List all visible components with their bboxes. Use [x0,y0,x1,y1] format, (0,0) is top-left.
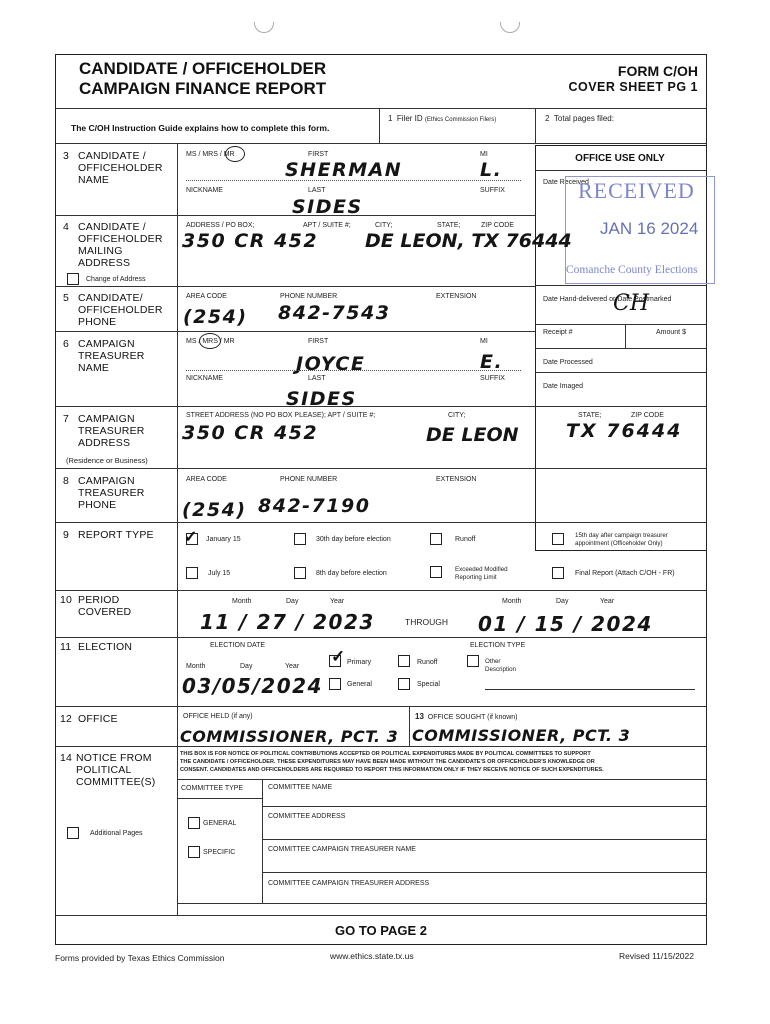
additional-pages-label: Additional Pages [90,830,143,837]
committee-general-checkbox[interactable] [188,817,200,829]
report-30th-day-checkbox[interactable] [294,533,306,545]
sec3-salutation: MS / MRS / MR [186,151,235,158]
sec4-city-value[interactable]: DE LEON, TX 76444 [365,230,572,252]
sec10-from-value[interactable]: 11 / 27 / 2023 [200,610,375,634]
date-processed-label: Date Processed [543,359,593,366]
report-july-15-label: July 15 [208,570,231,577]
primary-check-mark: ✓ [331,647,346,666]
sec4-address-value[interactable]: 350 CR 452 [182,230,319,252]
sec4-num: 4 [63,221,70,233]
sec5-num: 5 [63,292,70,304]
sec10-day2-label: Day [556,598,569,605]
sec6-nickname-label: NICKNAME [186,375,223,382]
sec10-year-label: Year [330,598,345,605]
sec6-num: 6 [63,338,70,350]
report-january-15-label: January 15 [206,536,241,543]
sec13-label: 13 OFFICE SOUGHT (if known) [415,712,518,721]
sec3-suffix-label: SUFFIX [480,187,505,194]
sec6-mrs-circle [199,333,221,349]
sec8-area-label: AREA CODE [186,476,227,483]
sec4-zip-label: ZIP CODE [481,222,514,229]
sec3-mi-value[interactable]: L. [480,159,503,181]
committee-name-label: COMMITTEE NAME [268,784,333,791]
sec4-title: CANDIDATE / OFFICEHOLDER MAILING ADDRESS [78,221,163,269]
receipt-label: Receipt # [543,329,573,336]
footer-revised: Revised 11/15/2022 [619,951,694,961]
sec6-mi-value[interactable]: E. [480,351,504,373]
form-code: FORM C/OH [617,63,698,79]
sec11-num: 11 [60,641,72,653]
sec7-street-value[interactable]: 350 CR 452 [182,422,319,444]
report-15th-day-label: 15th day after campaign treasurer appointment (Officeholder Only) [575,532,668,547]
report-15th-day-checkbox[interactable] [552,533,564,545]
report-runoff-checkbox[interactable] [430,533,442,545]
filer-id-label: 1 Filer ID (Ethics Commission Filers) [388,114,497,123]
sec4-state-label: STATE; [437,222,461,229]
sec6-title: CAMPAIGN TREASURER NAME [78,338,145,374]
sec7-title: CAMPAIGN TREASURER ADDRESS [78,413,145,449]
footer-url[interactable]: www.ethics.state.tx.us [330,951,414,961]
sec10-month-label: Month [232,598,252,605]
report-8th-day-label: 8th day before election [316,570,387,577]
sec8-ext-label: EXTENSION [436,476,477,483]
sec4-apt-label: APT / SUITE #; [303,222,351,229]
sec7-sub: (Residence or Business) [66,456,148,465]
sec12-held-label: OFFICE HELD (if any) [183,713,253,720]
report-final-checkbox[interactable] [552,567,564,579]
date-imaged-label: Date Imaged [543,383,584,390]
date-received-label: Date Received [543,179,589,186]
sec7-num: 7 [63,413,70,425]
amount-label: Amount $ [656,329,686,336]
sec11-date-label: ELECTION DATE [210,642,266,649]
report-8th-day-checkbox[interactable] [294,567,306,579]
sec7-city-value[interactable]: DE LEON [426,424,519,446]
sec8-phone-label: PHONE NUMBER [280,476,338,483]
sec5-title: CANDIDATE/ OFFICEHOLDER PHONE [78,292,163,328]
sec8-area-value[interactable]: (254) [182,499,247,521]
sec14-notice-2: THE CANDIDATE / OFFICEHOLDER. THESE EXPENDITURES MAY HAVE BEEN MADE WITHOUT THE CANDIDATE'S OR OFFICEHOLDER'S KNOWLEDGE OR [180,759,595,765]
additional-pages-checkbox[interactable] [67,827,79,839]
sec5-area-value[interactable]: (254) [183,306,248,328]
sec10-num: 10 [60,594,73,606]
sec3-last-label: LAST [308,187,326,194]
sec7-street-label: STREET ADDRESS (NO PO BOX PLEASE); APT / SUITE #; [186,412,376,419]
change-of-address-checkbox[interactable] [67,273,79,285]
sec14-title: NOTICE FROM POLITICAL COMMITTEE(S) [76,752,156,788]
sec5-phone-label: PHONE NUMBER [280,293,338,300]
sec10-to-value[interactable]: 01 / 15 / 2024 [478,612,653,636]
committee-general-label: GENERAL [203,820,237,827]
election-other-checkbox[interactable] [467,655,479,667]
go-to-page-2[interactable]: GO TO PAGE 2 [335,923,427,938]
report-july-15-checkbox[interactable] [186,567,198,579]
stamp-date-text: JAN 16 2024 [600,219,699,238]
sec3-last-value[interactable]: SIDES [292,196,363,218]
sec3-first-value[interactable]: SHERMAN [285,159,403,181]
total-pages-label: 2 Total pages filed: [545,114,614,123]
sec3-nickname-label: NICKNAME [186,187,223,194]
instruction-text: The C/OH Instruction Guide explains how to complete this form. [71,123,330,133]
check-mark: ✓ [184,529,198,546]
sec11-year-label: Year [285,663,300,670]
cover-sheet-label: COVER SHEET PG 1 [568,80,698,94]
sec6-first-label: FIRST [308,338,329,345]
sec11-title: ELECTION [78,641,133,653]
sec11-date-value[interactable]: 03/05/2024 [182,674,323,698]
stamp-received-text: RECEIVED [578,178,695,203]
sec9-title: REPORT TYPE [78,529,154,541]
sec11-month-label: Month [186,663,206,670]
sec5-area-label: AREA CODE [186,293,227,300]
date-hand-label: Date Hand-delivered or Date Postmarked [543,296,672,303]
sec14-notice-3: CONSENT. CANDIDATES AND OFFICEHOLDERS ARE REQUIRED TO REPORT THIS INFORMATION ONLY IF THEY RECEIVE NOTICE OF SUCH EXPENDITURES. [180,767,604,773]
sec10-title: PERIOD COVERED [78,594,132,618]
committee-treasurer-address-label: COMMITTEE CAMPAIGN TREASURER ADDRESS [268,880,430,887]
election-general-label: General [347,681,372,688]
sec6-salutation: MS / MRS / MR [186,338,235,345]
sec11-day-label: Day [240,663,253,670]
election-other-label: Other Description [485,658,516,673]
sec12-num: 12 [60,713,73,725]
title-line-2: CAMPAIGN FINANCE REPORT [79,79,327,98]
sec3-mi-label: MI [480,151,488,158]
election-runoff-label: Runoff [417,659,438,666]
election-special-checkbox[interactable] [398,678,410,690]
election-general-checkbox[interactable] [329,678,341,690]
punch-hole-right [500,22,520,33]
title-line-1: CANDIDATE / OFFICEHOLDER [79,59,327,78]
sec10-year2-label: Year [600,598,615,605]
sec7-state-zip-value[interactable]: TX 76444 [566,420,683,442]
filer-id-input[interactable] [388,126,530,142]
sec6-first-value[interactable]: JOYCE [296,353,366,375]
sec7-state-label: STATE; [578,412,602,419]
initials-mark: CH [613,291,650,316]
election-runoff-checkbox[interactable] [398,655,410,667]
committee-specific-label: SPECIFIC [203,849,236,856]
sec13-sought-value[interactable]: COMMISSIONER, PCT. 3 [412,726,631,745]
sec5-phone-value[interactable]: 842-7543 [278,302,391,324]
footer-provided: Forms provided by Texas Ethics Commission [55,953,225,963]
sec10-day-label: Day [286,598,299,605]
office-use-title: OFFICE USE ONLY [575,153,665,164]
sec14-num: 14 [60,752,73,764]
sec7-zip-label: ZIP CODE [631,412,664,419]
committee-type-label: COMMITTEE TYPE [181,785,244,792]
sec6-last-label: LAST [308,375,326,382]
sec10-through-label: THROUGH [405,617,448,627]
sec3-title: CANDIDATE / OFFICEHOLDER NAME [78,150,163,186]
sec4-city-label: CITY; [375,222,393,229]
stamp-office-text: Comanche County Elections [566,264,698,276]
committee-specific-checkbox[interactable] [188,846,200,858]
sec11-type-label: ELECTION TYPE [470,642,526,649]
sec6-mi-label: MI [480,338,488,345]
sec7-city-label: CITY; [448,412,466,419]
sec12-title: OFFICE [78,713,118,725]
sec6-last-value[interactable]: SIDES [286,388,357,410]
sec8-title: CAMPAIGN TREASURER PHONE [78,475,145,511]
report-runoff-label: Runoff [455,536,476,543]
sec10-month2-label: Month [502,598,522,605]
election-primary-label: Primary [347,659,372,666]
committee-treasurer-name-label: COMMITTEE CAMPAIGN TREASURER NAME [268,846,416,853]
sec12-held-value[interactable]: COMMISSIONER, PCT. 3 [180,727,399,746]
report-final-label: Final Report (Attach C/OH - FR) [575,570,675,577]
sec4-address-label: ADDRESS / PO BOX; [186,222,255,229]
punch-hole-left [254,22,274,33]
sec3-mr-circle [225,146,245,162]
report-exceeded-checkbox[interactable] [430,566,442,578]
sec3-label: 3 [63,150,70,162]
sec8-phone-value[interactable]: 842-7190 [258,495,371,517]
sec14-notice-1: THIS BOX IS FOR NOTICE OF POLITICAL CONTRIBUTIONS ACCEPTED OR POLITICAL EXPENDITURES MADE BY POLITICAL COMMITTEES TO SUPPORT [180,751,591,757]
committee-address-label: COMMITTEE ADDRESS [268,813,346,820]
election-special-label: Special [417,681,440,688]
change-of-address-label: Change of Address [86,276,146,283]
sec8-num: 8 [63,475,70,487]
sec9-num: 9 [63,529,70,541]
sec5-ext-label: EXTENSION [436,293,477,300]
sec6-suffix-label: SUFFIX [480,375,505,382]
report-30th-day-label: 30th day before election [316,536,391,543]
report-exceeded-label: Exceeded Modified Reporting Limit [455,566,508,581]
sec3-first-label: FIRST [308,151,329,158]
